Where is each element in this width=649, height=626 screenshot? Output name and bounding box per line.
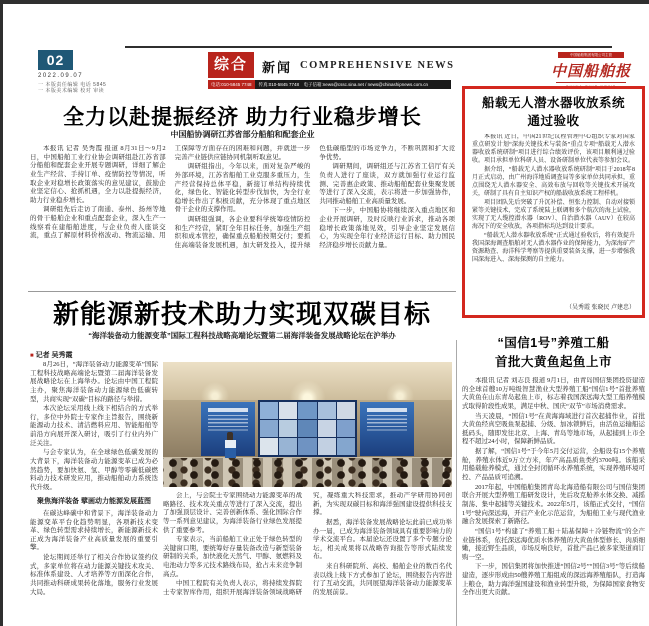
contact-bar bbox=[208, 80, 451, 89]
paragraph: 论坛期间还举行了相关合作协议签约仪式，多家单位将在动力能源关键技术攻关、标准体系建设、人才培养等方面深化合作，共同推动科研成果转化落地，服务行业发展大局。 bbox=[30, 554, 158, 596]
top-article-headline: 全力以赴提振经济 助力行业稳步增长 bbox=[63, 106, 422, 129]
paragraph: 调研组强调，各企业要科学统筹疫情防控和生产经营，紧盯全年目标任务，加强生产组织和成本管控，确保重点船舶按期交付；要抓住高端装备发展机遇，加大研发投入，提升绿色低碳船型的市场竞争力，不断巩固和扩大竞争优势。 bbox=[174, 145, 455, 250]
paragraph: 据了解，“国信1号”于今年5月交付运营，全船设有15个养殖舱，养殖水体近9万立方米，年产高品质鱼类约3700吨。该船采用船载舱养模式，通过全封闭循环水养殖系统，实现养殖环境可控、产品品质可追溯。 bbox=[462, 448, 645, 482]
paragraph: 下一步，国信集团将加快推进“国信2号”“国信3号”等后续船建造，逐步形成由50艘养殖工船组成的深远海养殖船队，打造海上粮仓，助力海洋强国建设和渔业转型升级，为保障国家食物安全作出更大贡献。 bbox=[462, 563, 645, 597]
section-divider bbox=[28, 291, 456, 292]
photo-ceiling bbox=[163, 362, 452, 400]
top-article-deck: 中国船协调研江苏省部分船舶和配套企业 bbox=[170, 130, 315, 139]
contact-phone: 电话:010-5845 7748 bbox=[208, 80, 255, 89]
page-frame-top bbox=[0, 0, 649, 4]
paragraph: 2017年起，中国船舶集团青岛北海造船有限公司与国信集团联合开展大型养殖工船研发设计，先后攻克舱养水体交换、减摇制荡、集中起捕等关键技术。2022年5月，该船正式交付，“国信1号”驶向深远海，开启产业化示范运营，为船舶工业与现代渔业融合发展探索了新路径。 bbox=[462, 483, 645, 526]
middle-article-byline bbox=[30, 350, 158, 360]
photo-video-wall bbox=[258, 400, 357, 457]
paragraph: 调研期间，调研组还与江苏省工信厅有关负责人进行了座谈，双方就加强行业运行监测、完善惠企政策、推动船舶配套业集聚发展等进行了深入交流，表示将进一步加强协作，共同推动船舶工业高质量发展。 bbox=[319, 163, 455, 205]
paragraph: 下一步，中国船协将继续深入重点地区和企业开展调研，及时反映行业诉求，推动各项稳增长政策落地见效，引导企业坚定发展信心，为实现全年行业经济运行目标、助力国民经济稳步增长贡献力量。 bbox=[319, 207, 455, 250]
byline-text: 记者 吴秀霞 bbox=[35, 352, 73, 359]
paragraph: 当天凌晨，“国信1号”在黄海海域进行首次起捕作业，首批大黄鱼经真空吸鱼泵起捕、分级、加冰锁鲜后，由活鱼运输船运抵码头，随即发往北京、上海、青岛等地市场，从起捕到上市全程不超过24小时，保障新鲜品质。 bbox=[462, 412, 645, 446]
page-number: 02 bbox=[38, 50, 73, 70]
boxed-article-title bbox=[472, 94, 635, 130]
paragraph: 会上，与会院士专家围绕动力能源变革的战略路径、技术攻关重点等进行了深入交流，提出了加强顶层设计、完善创新体系、强化国际合作等一系列意见建议，为海洋装备行业绿色发展提供了重要参考。 bbox=[163, 492, 302, 534]
paragraph: 在碳达峰碳中和背景下，海洋装备动力能源变革平台化趋势明显，各项新技术变革、绿色转型需求持续增长，新能源新技术正成为海洋装备产业高质量发展的重要引擎。 bbox=[30, 509, 158, 552]
boxed-title-line2: 通过验收 bbox=[527, 114, 580, 129]
paragraph: 本报讯 记者 吴秀霞 报道 8月31日～9月2日，中国船舶工业行业协会调研组赴江苏省部分船舶和配套企业开展专题调研，详细了解企业生产经营、手持订单、疫情防控等情况，听取企业对稳增长政策落实的意见建议，鼓励企业坚定信心、抢抓机遇，全力以赴提振经济，助力行业稳步增长。 bbox=[30, 145, 166, 204]
paragraph: 本次论坛采用线上线下相结合的方式举行，多位中外院士专家作主旨报告，围绕新能源动力技术、清洁燃料应用、智能船舶等前沿方向展开深入研讨，吸引了行业内外广泛关注。 bbox=[30, 405, 158, 447]
right-title-line2: 首批大黄鱼起鱼上市 bbox=[494, 355, 612, 370]
photo-right-banner bbox=[360, 402, 414, 456]
section-badge: 综合 bbox=[208, 52, 254, 78]
edition-line-1: 一 本版责任编辑 电话 5845 bbox=[38, 82, 107, 88]
logo-subtext: CHINA SHIP NEWS bbox=[556, 82, 626, 89]
middle-article-bottom-columns bbox=[163, 492, 452, 622]
page-frame-left bbox=[0, 0, 3, 626]
right-title-line1: “国信1号”养殖工船 bbox=[497, 336, 610, 350]
right-article-title bbox=[462, 334, 645, 373]
column-divider bbox=[456, 340, 457, 626]
photo-audience bbox=[163, 458, 452, 487]
photo-podium bbox=[225, 440, 236, 460]
paragraph: 来自科研院所、高校、船舶企业的数百名代表以线上线下方式参加了论坛，围绕报告内容进行了互动交流，共同展望海洋装备动力能源变革的发展前景。 bbox=[313, 563, 452, 597]
paragraph: 调研组先后走访了南通、泰州、扬州等地的骨干船舶企业和重点配套企业，深入生产一线察看在建船舶进度，与企业负责人座谈交流，重点了解原材料价格波动、物流运输、用工保障等方面存在的困难和问题，并就进一步完善产业链供应链协同机制听取意见。 bbox=[30, 145, 311, 240]
paragraph: 据悉，海洋装备发展战略论坛此前已成功举办一届，已成为海洋装备领域具有重要影响力的学术交流平台。本届论坛还设置了多个专题分论坛，相关成果将以战略咨询报告等形式陆续发布。 bbox=[313, 518, 452, 561]
section-word-cn: 新闻 bbox=[262, 60, 293, 75]
paragraph: 调研组指出，今年以来，面对复杂严峻的外部环境，江苏省船舶工业克服多重压力，生产经营保持总体平稳，新接订单结构持续优化，绿色化、智能化转型步伐加快，为全行业稳增长作出了积极贡献，充分体现了重点地区骨干企业的支撑作用。 bbox=[174, 163, 311, 214]
highlighted-article-box bbox=[462, 86, 645, 318]
boxed-article-credit: （吴秀霞 张晓民 卢建忠） bbox=[565, 305, 635, 311]
middle-article-headline: 新能源新技术助力实现双碳目标 bbox=[52, 299, 431, 329]
boxed-title-line1: 船载无人潜水器收放系统 bbox=[481, 96, 625, 110]
paragraph: 本报讯 近日，中国21世纪议程管理中心组织专家对国家重点研发计划“深海关键技术与装备”重点专项“船载无人潜水器收放系统研制”项目进行综合绩效评价，该项目顺利通过验收。项目承担单位科研人员、设备研制单位代表等参加会议。 bbox=[472, 134, 635, 165]
contact-fax-email: 传真:010-5845 7748 电子信箱:news@cssc.sina.net / news@chinashipnews.com.cn bbox=[258, 81, 428, 87]
section-word-en: COMPREHENSIVE NEWS bbox=[300, 60, 455, 71]
conference-photo bbox=[163, 362, 452, 487]
paragraph: 项目团队先后突破了升沉补偿、恒张力控制、自动对接锁紧等关键技术，完成了系统陆上联调和多个航次的海上试验，实现了无人缆控潜水器（ROV）、自治潜水器（AUV）在较高海况下的安全收放，各项指标均达到设计要求。 bbox=[472, 200, 635, 230]
logo-badge: 中国船舶集团有限公司主管 bbox=[558, 52, 624, 58]
paragraph: 据介绍，“船载无人潜水器收放系统研制”项目于2018年8月正式启动，由广州海洋地质调查局等多家单位共同承担，重点围绕无人潜水器安全、高效布放与回收等关键技术开展攻关，研制了具有自主知识产权的船载收放系统工程样机。 bbox=[472, 167, 635, 198]
paragraph: 中国工程院有关负责人表示，将持续发挥院士专家智库作用，组织开展海洋装备领域战略研究，凝练重大科技需求，推动产学研用协同创新，为实现双碳目标和海洋强国建设提供科技支撑。 bbox=[163, 492, 452, 597]
logo-name: 中国船舶报 bbox=[550, 64, 631, 80]
header-rule bbox=[125, 46, 612, 48]
middle-article-deck: “海洋装备动力能源变革”国际工程科技战略高端论坛暨第二届海洋装备发展战略论坛在沪举办 bbox=[88, 331, 396, 340]
paragraph: “国信1号”构建了“养殖工船＋陆基保障＋冷链物流”的全产业链体系，依托深远海优质水体养殖的大黄鱼体型修长、肉质细嫩，接近野生品质，市场反响良好，首批产品已被多家渠道商订购一空。 bbox=[462, 527, 645, 561]
paragraph: 专家表示，当前船舶工业正处于绿色转型的关键窗口期，要统筹好存量装备改造与新型装备研制的关系，加快液化天然气、甲醇、氨燃料及电池动力等多元技术路线布局，抢占未来竞争制高点。 bbox=[163, 536, 302, 578]
paragraph: 本报讯 记者 刘志良 报道 9月1日，由青岛国信集团投资建造的全球首艘10万吨级智慧渔业大型养殖工船“国信1号”首批养殖大黄鱼在山东青岛起鱼上市，标志着我国深远海大型工船养殖模式取得阶段性成果，满足中秋、国庆“双节”市场消费需求。 bbox=[462, 377, 645, 410]
boxed-article-body bbox=[472, 134, 635, 300]
paragraph: 与会专家认为，在全球绿色低碳发展的大背景下，海洋装备动力能源变革已成为必然趋势，要加快氨、氢、甲醇等零碳低碳燃料动力技术研发应用，推动船舶动力系统迭代升级。 bbox=[30, 449, 158, 491]
paragraph: 8月26日，“海洋装备动力能源变革”国际工程科技战略高端论坛暨第二届海洋装备发展战略论坛在上海举办。论坛由中国工程院主办，聚焦海洋装备动力能源绿色低碳转型，共商实现“双碳”目标的路径与举措。 bbox=[30, 361, 158, 403]
top-article-body bbox=[30, 145, 455, 287]
edition-line-2: 一 本版美术编辑 校对 审读 bbox=[38, 88, 105, 94]
middle-article-left-column bbox=[30, 361, 158, 621]
byline-square-icon: ■ bbox=[30, 353, 34, 359]
middle-article-subhead: 聚焦海洋装备 擘画动力能源发展蓝图 bbox=[37, 497, 151, 505]
page-date: 2022.09.07 bbox=[38, 73, 84, 79]
right-article-body bbox=[462, 377, 645, 626]
paragraph: “船载无人潜水器收放系统”正式通过验收后，将有效提升我国深海调查船舶对无人潜水器作业的保障能力，为深海矿产资源勘查、海洋科学考察等提供重要装备支撑，进一步增强我国深海进入、深海探测的自主能力。 bbox=[472, 232, 635, 263]
section-masthead bbox=[208, 52, 455, 90]
